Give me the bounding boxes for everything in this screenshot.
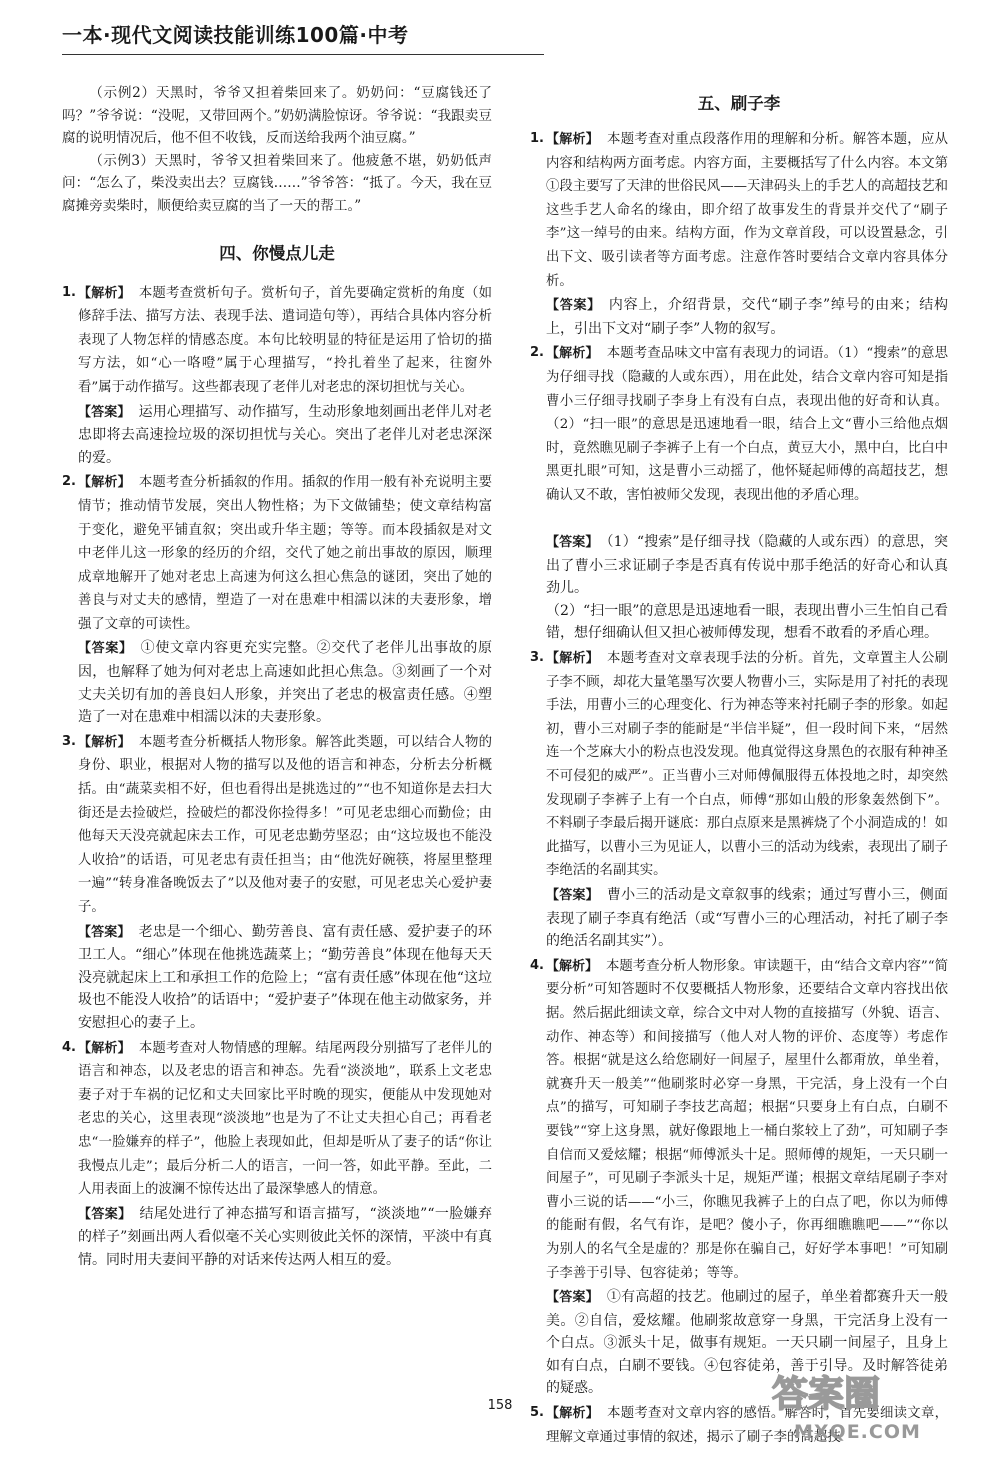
answer-block [530,884,948,953]
example-paragraph-3: （示例3）天黑时，爷爷又担着柴回来了。他疲惫不堪，奶奶低声问：“怎么了，柴没卖出去？豆腐钱……”爷爷答：“抵了。今天，我在豆腐摊旁卖柴时，顺便给卖豆腐的当了一天的帮工。” [62,152,492,214]
question-number: 1. [62,284,76,300]
example-paragraph-2: （示例2）天黑时，爷爷又担着柴回来了。奶奶问：“豆腐钱还了吗？”爷爷说：“没呢，又带回两个。”奶奶满脸惊讶。爷爷说：“我跟卖豆腐的说明情况后，他不但不收钱，反而送给我两个油豆腐。” [62,85,492,147]
answer-label: 【答案】 [546,1290,599,1306]
section-title-5: 五、刷子李 [697,94,781,113]
question-number: 2. [62,474,76,490]
analysis-label: 【解析】 [546,651,600,667]
answer-block [530,294,948,340]
analysis-text: 本题考查对重点段落作用的理解和分析。解答本题，应从内容和结构两方面考虑。内容方面，主要概括写了什么内容。本文第①段主要写了天津的世俗民风——天津码头上的手艺人的高超技艺和这些手艺人命名的缘由，即介绍了故事发生的背景并交代了“刷子李”这一绰号的由来。结构方面，作为文章首段，可以设置悬念，引出下文、吸引读者等方面考虑。注意作答时要结合文章内容具体分析。 [546,132,948,289]
analysis-label: 【解析】 [546,346,599,362]
question-item [62,471,492,636]
question-number: 2. [530,345,544,361]
analysis-text: 本题考查品味文中富有表现力的词语。（1）“搜索”的意思为仔细寻找（隐藏的人或东西），用在此处，结合文章内容可知是指曹小三仔细寻找刷子李身上有没有白点，表现出他的好奇和认真。（2）“扫一眼”的意思是迅速地看一眼，结合上文“曹小三给他点烟时，竟然瞧见刷子李裤子上有一个白点，黄豆大小，黑中白，比白中黑更扎眼”可知，这是曹小三动摇了，他怀疑起师傅的高超技艺，想确认又不敢，害怕被师父发现，表现出他的矛盾心理。 [546,346,948,503]
question-item [62,1037,492,1202]
watermark-site: MXQE.COM [794,1421,921,1443]
book-title: 一本·现代文阅读技能训练100篇·中考 [62,23,409,47]
answer-text: 运用心理描写、动作描写，生动形象地刻画出老伴儿对老忠即将去高速捡垃圾的深切担忧与关心。突出了老伴儿对老忠深深的爱。 [78,403,492,466]
question-item [530,128,948,293]
question-item [530,647,948,883]
analysis-text: 本题考查赏析句子。赏析句子，首先要确定赏析的角度（如修辞手法、描写方法、表现手法、遣词造句等），再结合具体内容分析表现了人物怎样的情感态度。本句比较明显的特征是运用了恰切的描写方法，如“心一咯噔”属于心理描写，“拎扎着坐了起来，往窗外看”属于动作描写。这些都表现了老伴儿对老忠的深切担忧与关心。 [78,285,492,395]
section-title-4: 四、你慢点儿走 [219,243,335,263]
page-number: 158 [487,1398,513,1413]
question-item [530,342,948,507]
analysis-label: 【解析】 [78,1040,131,1056]
question-item [62,731,492,920]
answer-text: 老忠是一个细心、勤劳善良、富有责任感、爱护妻子的环卫工人。“细心”体现在他挑选蔬菜上；“勤劳善良”体现在他每天天没亮就起床上工和承担工作的危险上；“富有责任感”体现在他“这垃圾也不能没人收拾”的话语中；“爱护妻子”体现在他主动做家务，并安慰担心的妻子上。 [78,923,492,1031]
analysis-label: 【解析】 [78,734,131,750]
answer-block [62,637,492,728]
question-number: 4. [62,1039,76,1055]
question-item [530,955,948,1285]
answer-text: 结尾处进行了神态描写和语言描写，“淡淡地”“一脸嫌弃的样子”刻画出两人看似毫不关心实则彼此关怀的深情，平淡中有真情。同时用夫妻间平静的对话来传达两人相互的爱。 [78,1205,492,1268]
answer-block [530,509,948,646]
analysis-text: 本题考查分析概括人物形象。解答此类题，可以结合人物的身份、职业，根据对人物的描写以及他的语言和神态，分析去分析概括。由“蔬菜卖相不好，但也看得出是挑选过的”“也不知道你是去扫大街还是去捡破烂，捡破烂的都没你捡得多！”可见老忠细心而勤俭；由他每天天没亮就起床去工作，可见老忠勤劳坚忍；由“这垃圾也不能没人收拾”的话语，可见老忠有责任担当；由“他洗好碗筷，将屋里整理一遍”“转身准备晚饭去了”以及他对妻子的安慰，可见老忠关心爱护妻子。 [78,734,492,915]
answer-label: 【答案】 [78,641,133,657]
analysis-label: 【解析】 [546,1406,600,1422]
analysis-label: 【解析】 [78,475,131,491]
page-header [62,22,938,56]
analysis-text: 本题考查对文章表现手法的分析。首先，文章置主人公刷子李不顾，却花大量笔墨写次要人物曹小三，实际是用了衬托的表现手法，用曹小三的心理变化、行为神态等来衬托刷子李的形象。如起初，曹小三对刷子李的能耐是“半信半疑”，但一段时间下来，“居然连一个芝麻大小的粉点也没发现。他真觉得这身黑色的衣服有种神圣不可侵犯的威严”。正当曹小三对师傅佩服得五体投地之时，却突然发现刷子李裤子上有一个白点，师傅“那如山般的形象轰然倒下”。不料刷子李最后揭开谜底：那白点原来是黑裤烧了个小洞造成的！如此描写，以曹小三为见证人，以曹小三的活动为线索，表现出了刷子李绝活的名副其实。 [546,651,948,879]
analysis-text: 本题考查分析插叙的作用。插叙的作用一般有补充说明主要情节；推动情节发展，突出人物性格；为下文做铺垫；使文章结构富于变化，避免平铺直叙；突出或升华主题；等等。而本段插叙是对文中老伴儿这一形象的经历的介绍，交代了她之前出事故的原因，顺理成章地解开了她对老忠上高速为何这么担心焦急的谜团，突出了她的善良与对丈夫的感情，塑造了一对在患难中相濡以沫的夫妻形象，增强了文章的可读性。 [78,475,492,632]
right-column [530,90,948,1449]
header-rule [62,54,544,55]
answer-text: 内容上，介绍背景，交代“刷子李”绰号的由来；结构上，引出下文对“刷子李”人物的叙写。 [546,297,948,337]
answer-label: 【答案】 [546,888,599,903]
answer-label: 【答案】 [78,1206,132,1222]
answer-label: 【答案】 [78,404,131,420]
watermark-text: 答案圈 [772,1374,881,1415]
question-number: 3. [62,733,76,749]
watermark-logo-icon [764,1366,974,1446]
question-number: 5. [530,1405,544,1421]
question-number: 4. [530,957,544,973]
answer-text: （1）“搜索”是仔细寻找（隐藏的人或东西）的意思，突出了曹小三求证刷子李是否真有传说中那手绝活的好奇心和认真劲儿。 （2）“扫一眼”的意思是迅速地看一眼，表现出曹小三生怕自己看错，想仔细确认但又担心被师傅发现，想看不敢看的矛盾心理。 [546,534,948,642]
answer-text: ①有高超的技艺。他刷过的屋子，单坐着都赛升天一般美。②自信，爱炫耀。他刷浆故意穿一身黑，干完活身上没有一个白点。③派头十足，做事有规矩。一天只刷一间屋子，且身上如有白点，白刷不要钱。④包容徒弟，善于引导。及时解答徒弟的疑惑。 [546,1289,948,1397]
analysis-label: 【解析】 [546,958,599,974]
answer-block [62,921,492,1035]
analysis-text: 本题考查对人物情感的理解。结尾两段分别描写了老伴儿的语言和神态，以及老忠的语言和神态。先看“淡淡地”，联系上文老忠妻子对于车祸的记忆和丈夫回家比平时晚的现实，便能从中发现她对老忠的关心，这里表现“淡淡地”也是为了不让丈夫担心自己；再看老忠“一脸嫌弃的样子”，他脸上表现如此，但却是听从了妻子的话“你让我慢点儿走”；最后分析二人的语言，一问一答，如此平静。至此，二人用表面上的波澜不惊传达出了最深挚感人的情意。 [78,1040,492,1198]
answer-text: ①使文章内容更充实完整。②交代了老伴儿出事故的原因，也解释了她为何对老忠上高速如此担心焦急。③刻画了一个对丈夫关切有加的善良妇人形象，并突出了老忠的极富责任感。④塑造了一对在患难中相濡以沫的夫妻形象。 [78,640,492,726]
answer-block [62,1203,492,1272]
analysis-text: 本题考查对文章内容的感悟。解答时，首先要细读文章，理解文章通过事情的叙述，揭示了刷子李的高超技 [546,1406,948,1445]
answer-label: 【答案】 [546,298,601,314]
analysis-label: 【解析】 [546,132,600,147]
answer-label: 【答案】 [546,535,599,551]
question-number: 3. [530,650,544,666]
question-number: 1. [530,131,544,146]
left-column [62,82,492,1272]
analysis-text: 本题考查分析人物形象。审读题干，由“结合文章内容”“简要分析”可知答题时不仅要概括人物形象，还要结合文章内容找出依据。然后据此细读文章，综合文中对人物的直接描写（外貌、语言、动作、神态等）和间接描写（他人对人物的评价、态度等）考虑作答。根据“就是这么给您刷好一间屋子，屋里什么都甭放，单坐着，就赛升天一般美”“他刷浆时必穿一身黑，干完活，身上没有一个白点”的描写，可知刷子李技艺高超；根据“只要身上有白点，白刷不要钱”“穿上这身黑，就好像跟地上一桶白浆较上了劲”，可知刷子李自信而又爱炫耀；根据“师傅派头十足。照师傅的规矩，一天只刷一间屋子”，可见刷子李派头十足，规矩严谨；根据文章结尾刷子李对曹小三说的话——“小三，你瞧见我裤子上的白点了吧，你以为师傅的能耐有假，名气有诈，是吧？傻小子，你再细瞧瞧吧——”“你以为别人的名气全是虚的？那是你在骗自己，好好学本事吧！”可知刷子李善于引导、包容徒弟；等等。 [546,958,948,1281]
analysis-label: 【解析】 [78,285,131,301]
question-item [62,282,492,400]
answer-block [62,401,492,470]
answer-label: 【答案】 [78,924,131,940]
answer-text: 曹小三的活动是文章叙事的线索；通过写曹小三，侧面表现了刷子李真有绝活（或“写曹小三的心理活动，衬托了刷子李的绝活名副其实”）。 [546,887,948,950]
